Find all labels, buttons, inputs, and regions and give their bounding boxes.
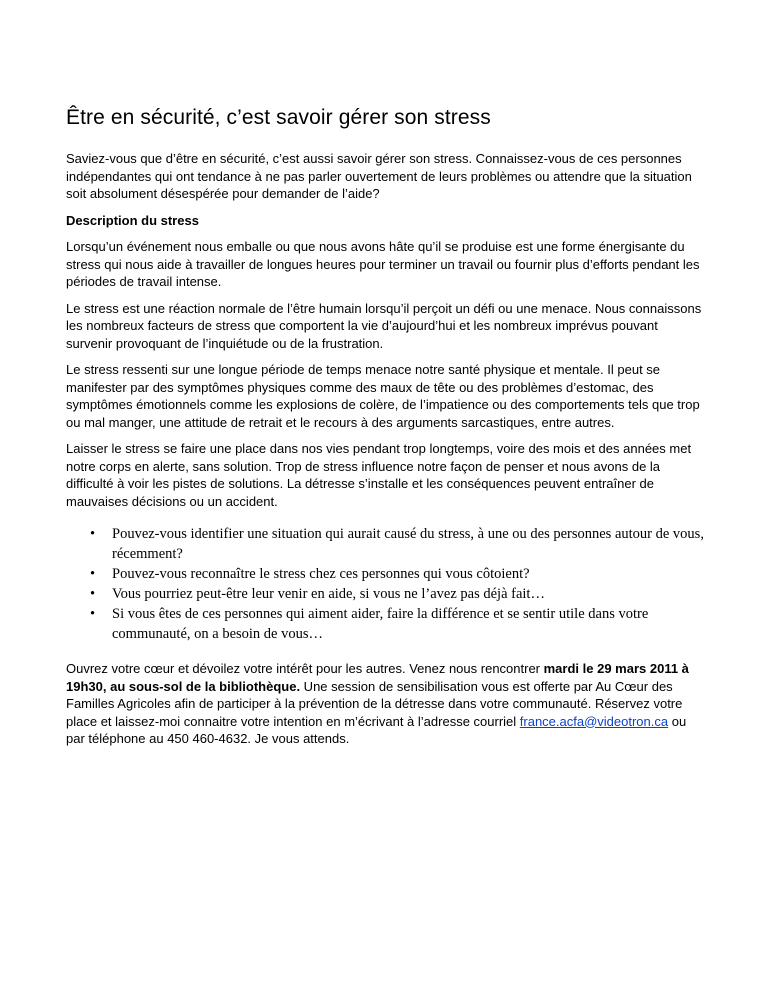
body-paragraph: Lorsqu’un événement nous emballe ou que nous avons hâte qu’il se produise est une forme énergisante du stress qui nous aide à travailler de longues heures pour terminer un travail ou fournir plus d’efforts pendant les périodes de travail intense. (66, 239, 700, 289)
list-item (90, 564, 706, 584)
email-link[interactable]: france.acfa@videotron.ca (519, 713, 669, 729)
section-heading: Description du stress (66, 212, 199, 228)
closing-text: Ouvrez votre cœur et dévoilez votre intérêt pour les autres. Venez nous rencontrer (66, 661, 544, 676)
list-item (90, 604, 706, 644)
list-item-text: Pouvez-vous reconnaître le stress chez ces personnes qui vous côtoient? (112, 566, 530, 582)
question-list (66, 524, 706, 644)
list-item-text: Si vous êtes de ces personnes qui aiment aider, faire la différence et se sentir utile dans votre communauté, on a besoin de vous… (112, 606, 649, 642)
bullet-icon: • (90, 526, 96, 542)
body-paragraph: Le stress est une réaction normale de l’être humain lorsqu’il perçoit un défi ou une menace. Nous connaissons les nombreux facteurs de stress que comportent la vie d’aujourd’hui et les nombreux imprévus pouvant survenir provoquant de l’inquiétude ou de la frustration. (66, 300, 702, 351)
list-item (90, 524, 706, 564)
event-date-location: mardi le 29 mars 2011 à 19h30, au sous-sol de la bibliothèque. (66, 661, 689, 694)
body-paragraph: Le stress ressenti sur une longue période de temps menace notre santé physique et mentale. Il peut se manifester par des symptômes physiques comme des maux de tête ou des problèmes d’estomac, des symptômes émotionnels comme les explosions de colère, de l’impatience ou des comportements tels que trop ou mal manger, une attitude de retrait et le recours à des arguments sarcastiques, entre autres. (66, 362, 700, 430)
list-item-text: Pouvez-vous identifier une situation qui aurait causé du stress, à une ou des personnes autour de vous, récemment? (112, 526, 704, 562)
document-title: Être en sécurité, c’est savoir gérer son stress (66, 106, 491, 129)
document-page (66, 104, 706, 757)
list-item (90, 584, 706, 604)
closing-text: ou par téléphone au 450 460-4632. Je vous attends. (66, 713, 687, 746)
bullet-icon: • (90, 606, 96, 622)
closing-text: Une session de sensibilisation vous est offerte par Au Cœur des Familles Agricoles afin de participer à la prévention de la détresse dans votre communauté. Réservez votre place et laissez-moi connaitre votre intention en m’écrivant à l’adresse courriel (66, 678, 683, 729)
bullet-icon: • (90, 586, 96, 602)
list-item-text: Vous pourriez peut-être leur venir en aide, si vous ne l’avez pas déjà fait… (112, 586, 545, 602)
bullet-icon: • (90, 566, 96, 582)
body-paragraph: Laisser le stress se faire une place dans nos vies pendant trop longtemps, voire des mois et des années met notre corps en alerte, sans solution. Trop de stress influence notre façon de penser et nous avons de la difficulté à voir les pistes de solutions. La détresse s’installe et les conséquences peuvent entraîner de mauvaises décisions ou un accident. (66, 441, 692, 509)
intro-paragraph: Saviez-vous que d’être en sécurité, c’est aussi savoir gérer son stress. Connaissez-vous de ces personnes indépendantes qui ont tendance à ne pas parler ouvertement de leurs problèmes ou attendre que la situation soit absolument désespérée pour demander de l’aide? (66, 151, 692, 201)
closing-paragraph (66, 660, 706, 748)
